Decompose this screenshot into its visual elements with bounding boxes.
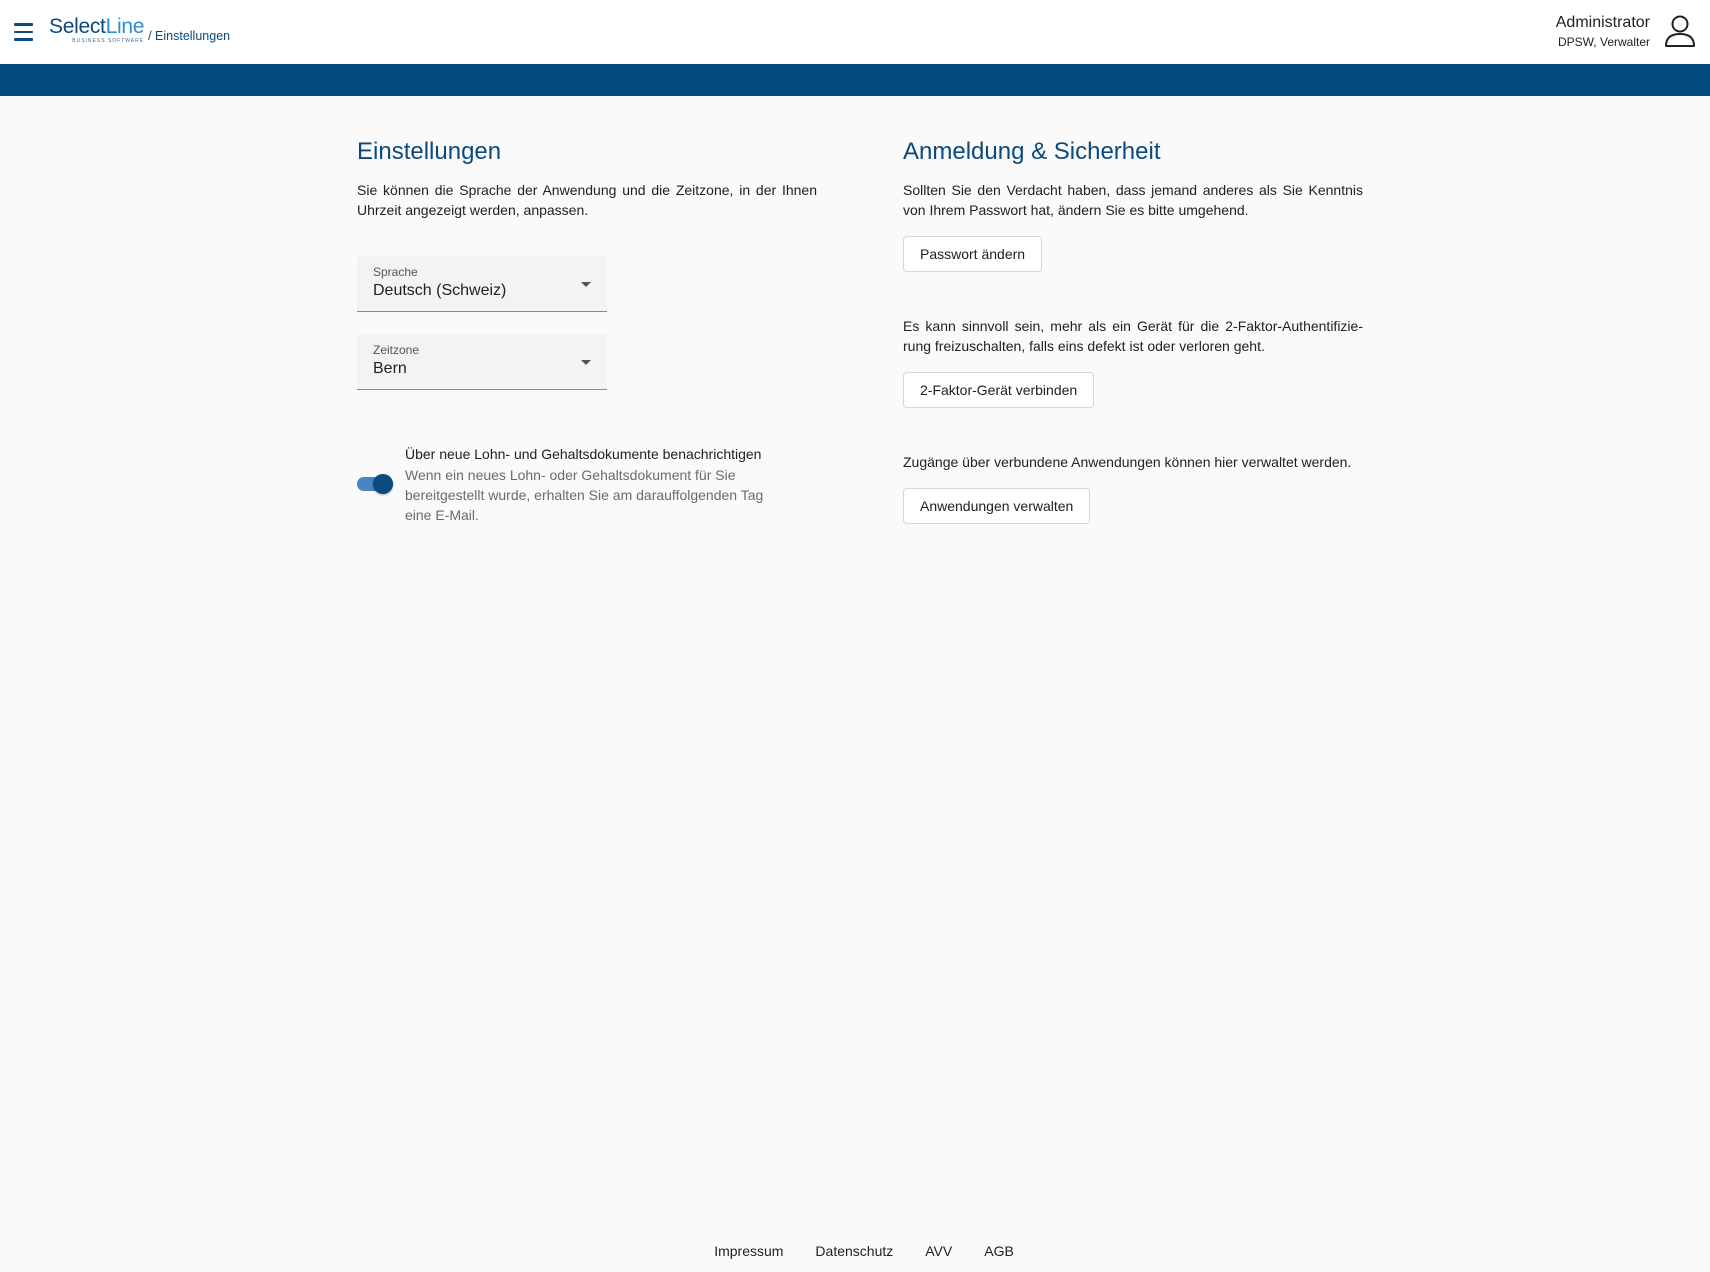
- footer: [0, 1243, 1710, 1259]
- user-info: [1556, 14, 1650, 50]
- caret-down-icon: [581, 282, 591, 287]
- twofa-description: Es kann sinnvoll sein, mehr als ein Gerät für die 2-Faktor-Authentifizierung freizuschalten, falls eins defekt ist oder verloren geht.: [903, 318, 1363, 354]
- logo-light-text: Line: [105, 15, 145, 38]
- settings-section: [357, 136, 817, 523]
- language-select[interactable]: [357, 256, 607, 312]
- change-password-button[interactable]: Passwort ändern: [903, 236, 1042, 272]
- footer-link-avv[interactable]: AVV: [925, 1243, 953, 1259]
- selectline-logo[interactable]: [49, 16, 144, 44]
- user-role: DPSW, Verwalter: [1557, 35, 1650, 49]
- notify-toggle[interactable]: [357, 474, 394, 494]
- header-accent-bar: [0, 64, 1710, 96]
- user-name: Administrator: [1555, 14, 1650, 31]
- security-section: [903, 136, 1363, 514]
- password-description: Sollten Sie den Verdacht haben, dass jemand anderes als Sie Kenntnis von Ihrem Passwort hat, ändern Sie es bitte umgehend.: [903, 182, 1363, 218]
- timezone-value: Bern: [373, 360, 407, 377]
- caret-down-icon: [581, 360, 591, 365]
- footer-link-datenschutz[interactable]: Datenschutz: [815, 1243, 894, 1259]
- logo-main-text: Select: [49, 15, 106, 38]
- footer-link-impressum[interactable]: Impressum: [714, 1243, 784, 1259]
- security-title: Anmeldung & Sicherheit: [903, 138, 1161, 165]
- user-icon[interactable]: [1664, 14, 1696, 48]
- apps-description: Zugänge über verbundene Anwendungen können hier verwaltet werden.: [903, 454, 1352, 470]
- settings-title: Einstellungen: [357, 138, 502, 165]
- menu-icon[interactable]: [14, 20, 36, 44]
- connect-2fa-button[interactable]: 2-Faktor-Gerät verbinden: [903, 372, 1094, 408]
- manage-apps-button[interactable]: Anwendungen verwalten: [903, 488, 1090, 524]
- logo-subtitle: BUSINESS SOFTWARE: [72, 38, 145, 44]
- settings-description: Sie können die Sprache der Anwendung und die Zeitzone, in der Ihnen Uhrzeit angezeigt werden, anpassen.: [357, 182, 817, 218]
- timezone-label: Zeitzone: [373, 343, 420, 357]
- footer-link-agb[interactable]: AGB: [984, 1243, 1014, 1259]
- notify-title: Über neue Lohn- und Gehaltsdokumente benachrichtigen: [405, 446, 762, 462]
- notify-text: [405, 444, 765, 525]
- breadcrumb: / Einstellungen: [148, 29, 231, 43]
- notify-description: Wenn ein neues Lohn- oder Gehaltsdokument für Sie bereitgestellt wurde, erhalten Sie am darauffolgenden Tag eine E-Mail.: [405, 467, 764, 523]
- language-label: Sprache: [373, 265, 418, 279]
- top-app-bar: [0, 0, 1710, 64]
- toggle-thumb: [373, 474, 393, 494]
- language-value: Deutsch (Schweiz): [373, 282, 507, 299]
- timezone-select[interactable]: [357, 334, 607, 390]
- brand: [49, 16, 230, 48]
